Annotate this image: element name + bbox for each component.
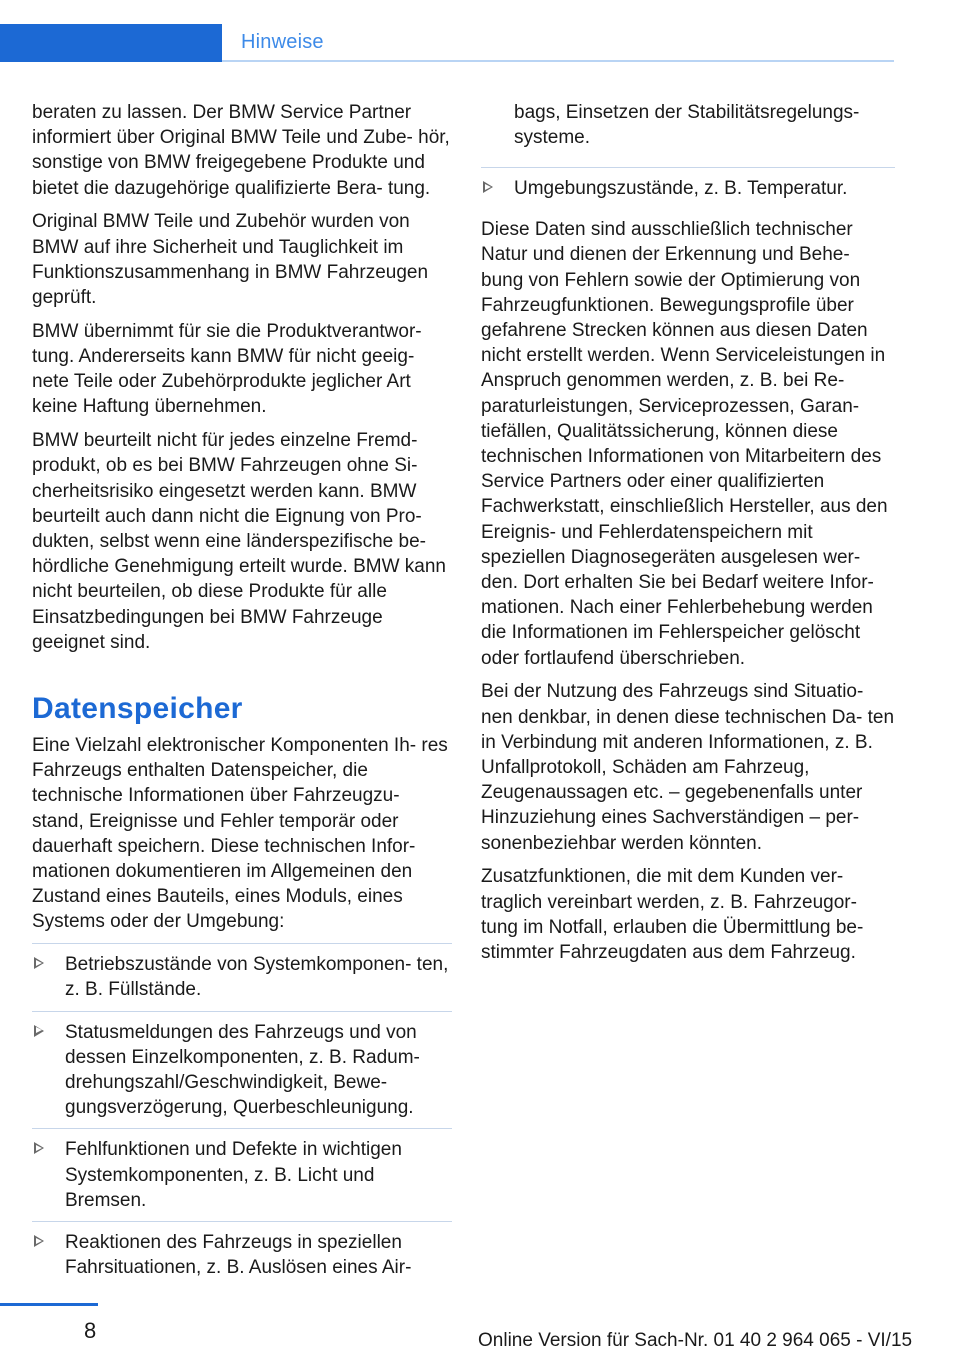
paragraph: Zusatzfunktionen, die mit dem Kunden ver‐ traglich vereinbart werden, z. B. Fahrzeugor‐ tung im Notfall, erlauben die Übermittlung be‐ stimmter Fahrzeugdaten aus dem Fahrzeug. <box>481 866 864 964</box>
paragraph: Bei der Nutzung des Fahrzeugs sind Situatio‐ nen denkbar, in denen diese technischen Da‐ ten in Verbindung mit anderen Informationen, z. B. Unfallprotokoll, Schäden am Fahrzeug, Zeugenaussagen etc. – gegebenenfalls unter Hinzuziehung eines Sachverständigen – per‐ sonenbeziehbar werden könnten. <box>481 681 895 854</box>
page-number: 8 <box>84 1318 97 1343</box>
online-version-note: Online Version für Sach-Nr. 01 40 2 964 065 - VI/15 <box>478 1330 913 1351</box>
list-item <box>32 943 452 1010</box>
list-item <box>481 167 895 209</box>
list-item-text: Reaktionen des Fahrzeugs in speziellen Fahrsituationen, z. B. Auslösen eines Air‐ <box>65 1232 412 1279</box>
paragraph: Diese Daten sind ausschließlich technischer Natur und dienen der Erkennung und Behe‐ bung von Fehlern sowie der Optimierung von Fahrzeugfunktionen. Bewegungsprofile über gefahrene Strecken können aus diesen Daten nicht erstellt werden. Wenn Serviceleistungen in Anspruch genommen werden, z. B. bei Re‐ paraturleistungen, Serviceprozessen, Garan‐ tiefällen, Qualitätssicherung, können diese technischen Informationen von Mitarbeitern des Service Partners oder einer qualifizierten Fachwerkstatt, einschließlich Hersteller, aus den Ereignis- und Fehlerdatenspeichern mit speziellen Diagnosegeräten ausgelesen wer‐ den. Dort erhalten Sie bei Bedarf weitere Infor‐ mationen. Nach einer Fehlerbehebung werden die Informationen im Fehlerspeicher gelöscht oder fortlaufend überschrieben. <box>481 219 888 669</box>
list-item-text: Betriebszustände von Systemkomponen‐ ten, z. B. Füllstände. <box>65 954 449 1001</box>
bullet-list <box>481 167 895 209</box>
header-accent-bar <box>0 24 222 62</box>
list-item-continuation: bags, Einsetzen der Stabilitätsregelungs‐ systeme. <box>514 102 860 149</box>
section-intro: Eine Vielzahl elektronischer Komponenten Ih‐ res Fahrzeugs enthalten Datenspeicher, die technische Informationen über Fahrzeugzu‐ stand, Ereignisse und Fehler temporär oder dauerhaft speichern. Diese technischen Infor‐ mationen dokumentieren im Allgemeinen den Zustand eines Bauteils, eines Moduls, eines Systems oder der Umgebung: <box>32 735 448 933</box>
triangle-bullet-icon <box>34 957 44 969</box>
right-column <box>481 100 895 974</box>
triangle-bullet-icon <box>483 181 493 193</box>
paragraph: BMW übernimmt für sie die Produktverantwor‐ tung. Andererseits kann BMW für nicht geeig‐ nete Teile oder Zubehörprodukte jeglicher Art keine Haftung übernehmen. <box>32 320 422 418</box>
page-section-title: Hinweise <box>241 31 324 53</box>
triangle-bullet-icon <box>34 1025 44 1037</box>
list-item-text: Statusmeldungen des Fahrzeugs und von dessen Einzelkomponenten, z. B. Radum‐ drehungszahl/Geschwindigkeit, Bewe‐ gungsverzögerung, Querbeschleunigung. <box>65 1021 420 1119</box>
triangle-bullet-icon <box>34 1142 44 1154</box>
bullet-list <box>32 943 452 1288</box>
paragraph: beraten zu lassen. Der BMW Service Partner informiert über Original BMW Teile und Zube‐ hör, sonstige von BMW freigegebene Produkte und bietet die dazugehörige qualifizierte Bera‐ tung. <box>32 102 450 199</box>
triangle-bullet-icon <box>34 1235 44 1247</box>
paragraph: Original BMW Teile und Zubehör wurden von BMW auf ihre Sicherheit und Tauglichkeit im Funktionszusammenhang in BMW Fahrzeugen geprüft. <box>32 211 429 309</box>
list-item <box>32 1011 452 1129</box>
paragraph: BMW beurteilt nicht für jedes einzelne Fremd‐ produkt, ob es bei BMW Fahrzeugen ohne Si‐ cherheitsrisiko eingesetzt werden kann. BMW beurteilt auch dann nicht die Eignung von Pro‐ dukten, selbst wenn eine länderspezifische be‐ hördliche Genehmigung erteilt wurde. BMW kann nicht beurteilen, ob diese Produkte für alle Einsatzbedingungen bei BMW Fahrzeuge geeignet sind. <box>32 430 446 653</box>
section-heading: Datenspeicher <box>32 692 243 726</box>
list-item-text: Fehlfunktionen und Defekte in wichtigen Systemkomponenten, z. B. Licht und Bremsen. <box>65 1139 402 1211</box>
header-rule <box>222 60 894 62</box>
list-item-text: Umgebungszustände, z. B. Temperatur. <box>514 178 848 199</box>
list-item <box>32 1128 452 1221</box>
footer-accent-line <box>0 1303 98 1306</box>
left-column <box>32 100 452 1289</box>
list-item <box>32 1221 452 1288</box>
